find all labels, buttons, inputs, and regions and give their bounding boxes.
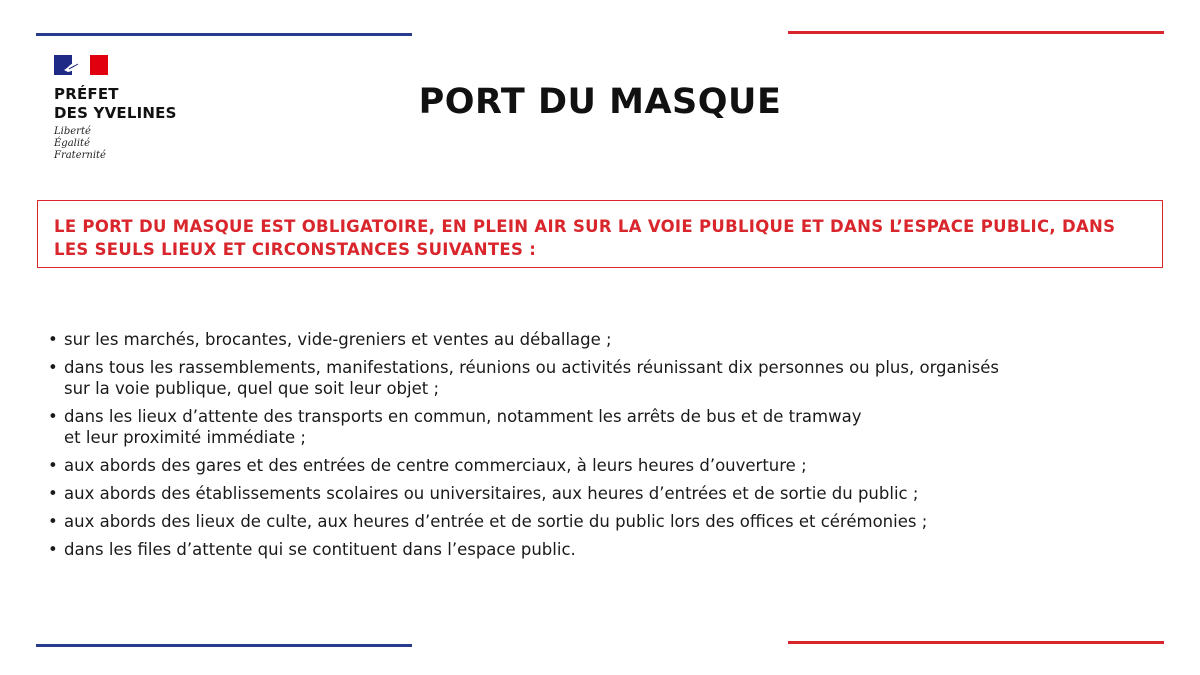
bullet-icon: • [48,358,58,377]
list-item-text: dans tous les rassemblements, manifestations, réunions ou activités réunissant dix personnes ou plus, organisés sur la voie publique, quel que soit leur objet ; [64,358,1000,398]
bottom-right-red-rule [788,641,1164,644]
locations-list [48,329,1158,567]
callout-text: LE PORT DU MASQUE EST OBLIGATOIRE, EN PLEIN AIR SUR LA VOIE PUBLIQUE ET DANS L’ESPACE PUBLIC, DANS LES SEULS LIEUX ET CIRCONSTANCES SUIVANTES : [54,217,1116,259]
bullet-icon: • [48,330,58,349]
list-item [48,455,1158,476]
bullet-icon: • [48,540,58,559]
bullet-icon: • [48,456,58,475]
list-item [48,539,1158,560]
prefecture-name: PRÉFET DES YVELINES [54,85,177,122]
mandate-callout [37,200,1163,268]
bottom-left-blue-rule [36,644,412,647]
bullet-icon: • [48,407,58,426]
page-title: PORT DU MASQUE [418,82,782,122]
bullet-icon: • [48,484,58,503]
list-item-text: aux abords des établissements scolaires ou universitaires, aux heures d’entrées et de sortie du public ; [64,484,919,503]
republic-motto: Liberté Égalité Fraternité [54,126,106,161]
list-item-text: sur les marchés, brocantes, vide-greniers et ventes au déballage ; [64,330,612,349]
list-item [48,357,1158,399]
list-item-text: dans les files d’attente qui se contituent dans l’espace public. [64,540,576,559]
bullet-icon: • [48,512,58,531]
list-item-text: aux abords des gares et des entrées de centre commerciaux, à leurs heures d’ouverture ; [64,456,807,475]
list-item [48,329,1158,350]
top-right-red-rule [788,31,1164,34]
list-item [48,511,1158,532]
list-item [48,406,1158,448]
marianne-emblem-icon [54,55,108,75]
list-item-text: dans les lieux d’attente des transports en commun, notamment les arrêts de bus et de tramway et leur proximité immédiate ; [64,407,862,447]
list-item [48,483,1158,504]
top-left-blue-rule [36,33,412,36]
list-item-text: aux abords des lieux de culte, aux heures d’entrée et de sortie du public lors des offices et cérémonies ; [64,512,928,531]
